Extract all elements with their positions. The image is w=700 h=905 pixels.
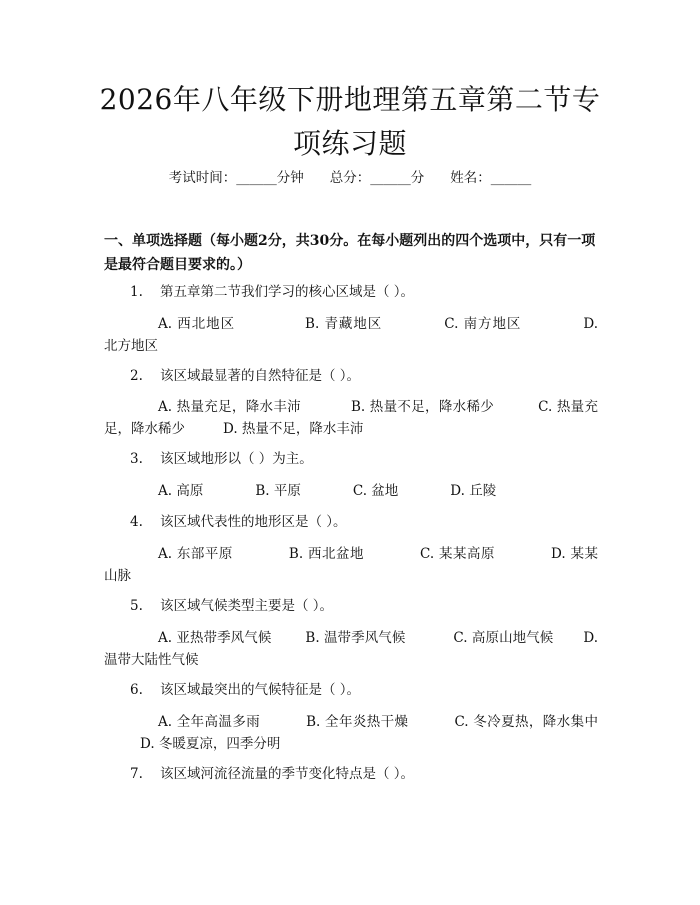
- option-d: D. 冬暖夏凉，四季分明: [140, 736, 281, 752]
- option-c: C. 高原山地气候: [453, 630, 554, 646]
- option-d: D. 热量不足，降水丰沛: [223, 421, 364, 437]
- question-stem: 4. 该区域代表性的地形区是（ ）。: [130, 514, 347, 530]
- option-c: C. 冬冷夏热，降水集中: [454, 714, 598, 730]
- option-b: B. 热量不足，降水稀少: [350, 399, 495, 415]
- exam-time-field: 考试时间：______分钟: [168, 170, 304, 186]
- option-a: A. 高原: [158, 483, 204, 499]
- question-stem: 7. 该区域河流径流量的季节变化特点是（ ）。: [130, 766, 415, 782]
- question-stem: 6. 该区域最突出的气候特征是（ ）。: [130, 682, 361, 698]
- question-options: [104, 627, 598, 671]
- option-a: A. 西北地区: [158, 316, 236, 332]
- question-options: [104, 396, 598, 440]
- option-c: C. 热量充足，降水稀少: [104, 399, 598, 437]
- question-stem: 2. 该区域最显著的自然特征是（ ）。: [130, 368, 361, 384]
- question-stem: 1. 第五章第二节我们学习的核心区域是（ ）。: [130, 284, 415, 300]
- option-a: A. 东部平原: [158, 546, 233, 562]
- option-c: C. 某某高原: [420, 546, 496, 562]
- option-d: D. 温带大陆性气候: [104, 630, 598, 668]
- option-a: A. 全年高温多雨: [158, 714, 261, 730]
- question-stem: 3. 该区域地形以（ ）为主。: [130, 451, 313, 467]
- total-score-field: 总分：______分: [329, 170, 425, 186]
- option-b: B. 平原: [255, 483, 301, 499]
- option-a: A. 亚热带季风气候: [158, 630, 272, 646]
- section-heading: 一、单项选择题（每小题2分，共30分。在每小题列出的四个选项中，只有一项是最符合题目要求的。）: [104, 233, 596, 273]
- option-d: D. 北方地区: [104, 316, 598, 354]
- option-b: B. 全年炎热干燥: [306, 714, 409, 730]
- option-d: D. 丘陵: [450, 483, 497, 499]
- question-options: [104, 313, 598, 357]
- question-options: [104, 543, 598, 587]
- exam-info-line: [0, 168, 700, 188]
- page-title: 2026年八年级下册地理第五章第二节专项练习题: [99, 83, 601, 160]
- option-c: C. 盆地: [352, 483, 399, 499]
- question-options: [104, 480, 598, 502]
- option-b: B. 青藏地区: [305, 316, 383, 332]
- option-b: B. 温带季风气候: [305, 630, 406, 646]
- name-field: 姓名：______: [450, 170, 532, 186]
- question-options: [104, 711, 598, 755]
- option-a: A. 热量充足，降水丰沛: [158, 399, 301, 415]
- option-d: D. 某某山脉: [104, 546, 598, 584]
- question-stem: 5. 该区域气候类型主要是（ ）。: [130, 598, 334, 614]
- option-b: B. 西北盆地: [288, 546, 365, 562]
- option-c: C. 南方地区: [444, 316, 522, 332]
